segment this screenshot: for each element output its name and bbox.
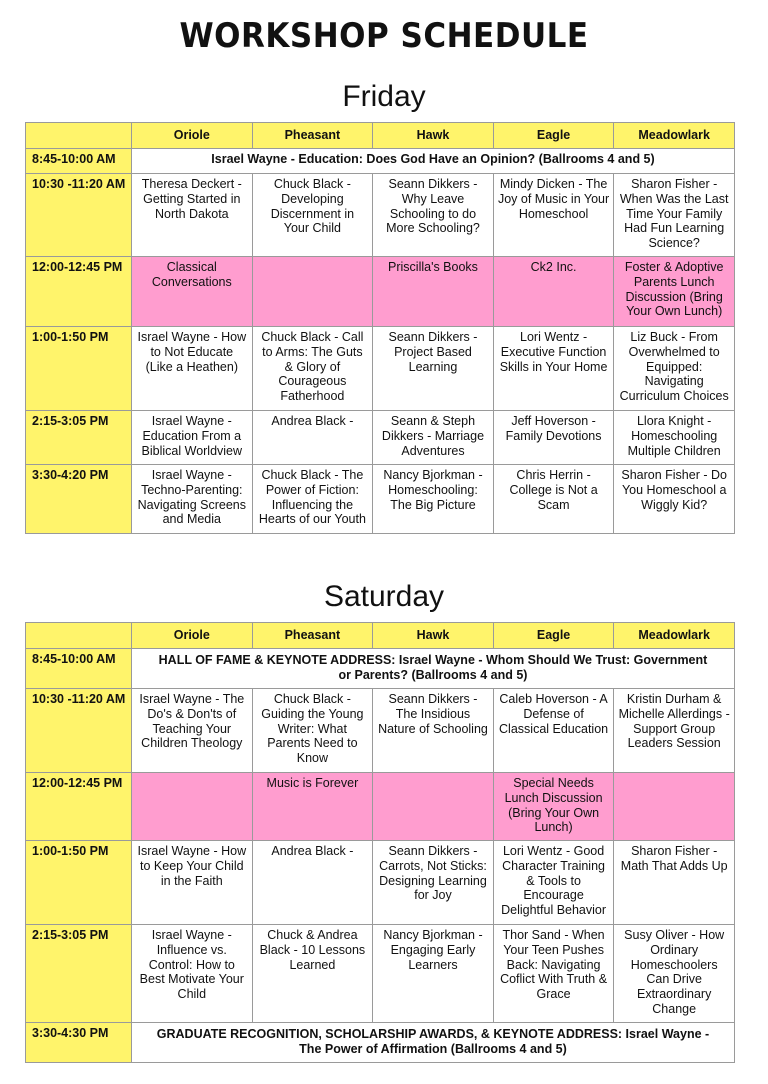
lunch-cell: Music is Forever — [252, 773, 373, 841]
session-cell: Israel Wayne - How to Keep Your Child in the Faith — [132, 841, 253, 925]
lunch-cell: Foster & Adoptive Parents Lunch Discussion (Bring Your Own Lunch) — [614, 257, 735, 327]
session-cell: Kristin Durham & Michelle Allerdings - Support Group Leaders Session — [614, 689, 735, 773]
session-cell: Liz Buck - From Overwhelmed to Equipped: Navigating Curriculum Choices — [614, 327, 735, 411]
session-cell: Mindy Dicken - The Joy of Music in Your Homeschool — [493, 174, 614, 257]
room-header-meadowlark: Meadowlark — [614, 623, 735, 649]
keynote-row — [26, 149, 735, 174]
session-cell: Sharon Fisher - When Was the Last Time Your Family Had Fun Learning Science? — [614, 174, 735, 257]
room-header-oriole: Oriole — [132, 123, 253, 149]
room-header-pheasant: Pheasant — [252, 623, 373, 649]
keynote-session: HALL OF FAME & KEYNOTE ADDRESS: Israel Wayne - Whom Should We Trust: Government or Parents? (Ballrooms 4 and 5) — [132, 649, 735, 689]
header-corner-cell — [26, 623, 132, 649]
lunch-cell — [252, 257, 373, 327]
session-cell: Chris Herrin - College is Not a Scam — [493, 465, 614, 534]
time-slot: 1:00-1:50 PM — [26, 841, 132, 925]
closing-keynote-session: GRADUATE RECOGNITION, SCHOLARSHIP AWARDS, & KEYNOTE ADDRESS: Israel Wayne - The Power of Affirmation (Ballrooms 4 and 5) — [132, 1023, 735, 1063]
session-row — [26, 174, 735, 257]
session-cell: Seann Dikkers - Carrots, Not Sticks: Designing Learning for Joy — [373, 841, 494, 925]
session-row — [26, 411, 735, 465]
session-row — [26, 327, 735, 411]
header-corner-cell — [26, 123, 132, 149]
session-cell: Chuck Black - The Power of Fiction: Influencing the Hearts of our Youth — [252, 465, 373, 534]
lunch-row — [26, 773, 735, 841]
session-row — [26, 841, 735, 925]
session-cell: Israel Wayne - Influence vs. Control: How to Best Motivate Your Child — [132, 925, 253, 1023]
session-cell: Andrea Black - — [252, 841, 373, 925]
session-cell: Seann Dikkers - Why Leave Schooling to do More Schooling? — [373, 174, 494, 257]
session-cell: Israel Wayne - The Do's & Don'ts of Teaching Your Children Theology — [132, 689, 253, 773]
session-cell: Nancy Bjorkman - Homeschooling: The Big Picture — [373, 465, 494, 534]
room-header-oriole: Oriole — [132, 623, 253, 649]
lunch-cell: Classical Conversations — [132, 257, 253, 327]
session-cell: Chuck Black - Guiding the Young Writer: What Parents Need to Know — [252, 689, 373, 773]
keynote-row — [26, 649, 735, 689]
session-row — [26, 465, 735, 534]
session-cell: Israel Wayne - How to Not Educate (Like a Heathen) — [132, 327, 253, 411]
session-row — [26, 689, 735, 773]
session-cell: Israel Wayne - Education From a Biblical Worldview — [132, 411, 253, 465]
time-slot: 10:30 -11:20 AM — [26, 174, 132, 257]
closing-keynote-row — [26, 1023, 735, 1063]
room-header-row — [26, 623, 735, 649]
session-cell: Susy Oliver - How Ordinary Homeschoolers Can Drive Extraordinary Change — [614, 925, 735, 1023]
session-cell: Israel Wayne - Techno-Parenting: Navigating Screens and Media — [132, 465, 253, 534]
lunch-row — [26, 257, 735, 327]
time-slot: 8:45-10:00 AM — [26, 649, 132, 689]
lunch-cell — [614, 773, 735, 841]
session-cell: Jeff Hoverson - Family Devotions — [493, 411, 614, 465]
session-cell: Seann & Steph Dikkers - Marriage Adventures — [373, 411, 494, 465]
time-slot: 10:30 -11:20 AM — [26, 689, 132, 773]
session-cell: Sharon Fisher - Math That Adds Up — [614, 841, 735, 925]
page-title: WORKSHOP SCHEDULE — [179, 16, 589, 56]
session-cell: Chuck & Andrea Black - 10 Lessons Learned — [252, 925, 373, 1023]
room-header-hawk: Hawk — [373, 623, 494, 649]
session-cell: Theresa Deckert - Getting Started in North Dakota — [132, 174, 253, 257]
room-header-hawk: Hawk — [373, 123, 494, 149]
room-header-row — [26, 123, 735, 149]
session-cell: Llora Knight - Homeschooling Multiple Children — [614, 411, 735, 465]
session-cell: Lori Wentz - Good Character Training & Tools to Encourage Delightful Behavior — [493, 841, 614, 925]
room-header-eagle: Eagle — [493, 123, 614, 149]
session-cell: Sharon Fisher - Do You Homeschool a Wiggly Kid? — [614, 465, 735, 534]
lunch-cell — [373, 773, 494, 841]
time-slot: 1:00-1:50 PM — [26, 327, 132, 411]
session-cell: Lori Wentz - Executive Function Skills in Your Home — [493, 327, 614, 411]
saturday-schedule-table — [25, 622, 735, 1063]
saturday-heading: Saturday — [323, 580, 445, 613]
lunch-cell — [132, 773, 253, 841]
time-slot: 3:30-4:30 PM — [26, 1023, 132, 1063]
time-slot: 8:45-10:00 AM — [26, 149, 132, 174]
lunch-cell: Ck2 Inc. — [493, 257, 614, 327]
time-slot: 2:15-3:05 PM — [26, 925, 132, 1023]
time-slot: 12:00-12:45 PM — [26, 257, 132, 327]
time-slot: 2:15-3:05 PM — [26, 411, 132, 465]
room-header-pheasant: Pheasant — [252, 123, 373, 149]
room-header-eagle: Eagle — [493, 623, 614, 649]
room-header-meadowlark: Meadowlark — [614, 123, 735, 149]
session-row — [26, 925, 735, 1023]
session-cell: Caleb Hoverson - A Defense of Classical Education — [493, 689, 614, 773]
friday-schedule-table — [25, 122, 735, 534]
session-cell: Thor Sand - When Your Teen Pushes Back: Navigating Coflict With Truth & Grace — [493, 925, 614, 1023]
lunch-cell: Priscilla's Books — [373, 257, 494, 327]
friday-heading: Friday — [342, 80, 426, 113]
session-cell: Seann Dikkers - The Insidious Nature of Schooling — [373, 689, 494, 773]
keynote-session: Israel Wayne - Education: Does God Have an Opinion? (Ballrooms 4 and 5) — [132, 149, 735, 174]
lunch-cell: Special Needs Lunch Discussion (Bring Your Own Lunch) — [493, 773, 614, 841]
time-slot: 12:00-12:45 PM — [26, 773, 132, 841]
session-cell: Andrea Black - — [252, 411, 373, 465]
session-cell: Chuck Black - Developing Discernment in Your Child — [252, 174, 373, 257]
session-cell: Chuck Black - Call to Arms: The Guts & Glory of Courageous Fatherhood — [252, 327, 373, 411]
session-cell: Seann Dikkers - Project Based Learning — [373, 327, 494, 411]
time-slot: 3:30-4:20 PM — [26, 465, 132, 534]
session-cell: Nancy Bjorkman - Engaging Early Learners — [373, 925, 494, 1023]
